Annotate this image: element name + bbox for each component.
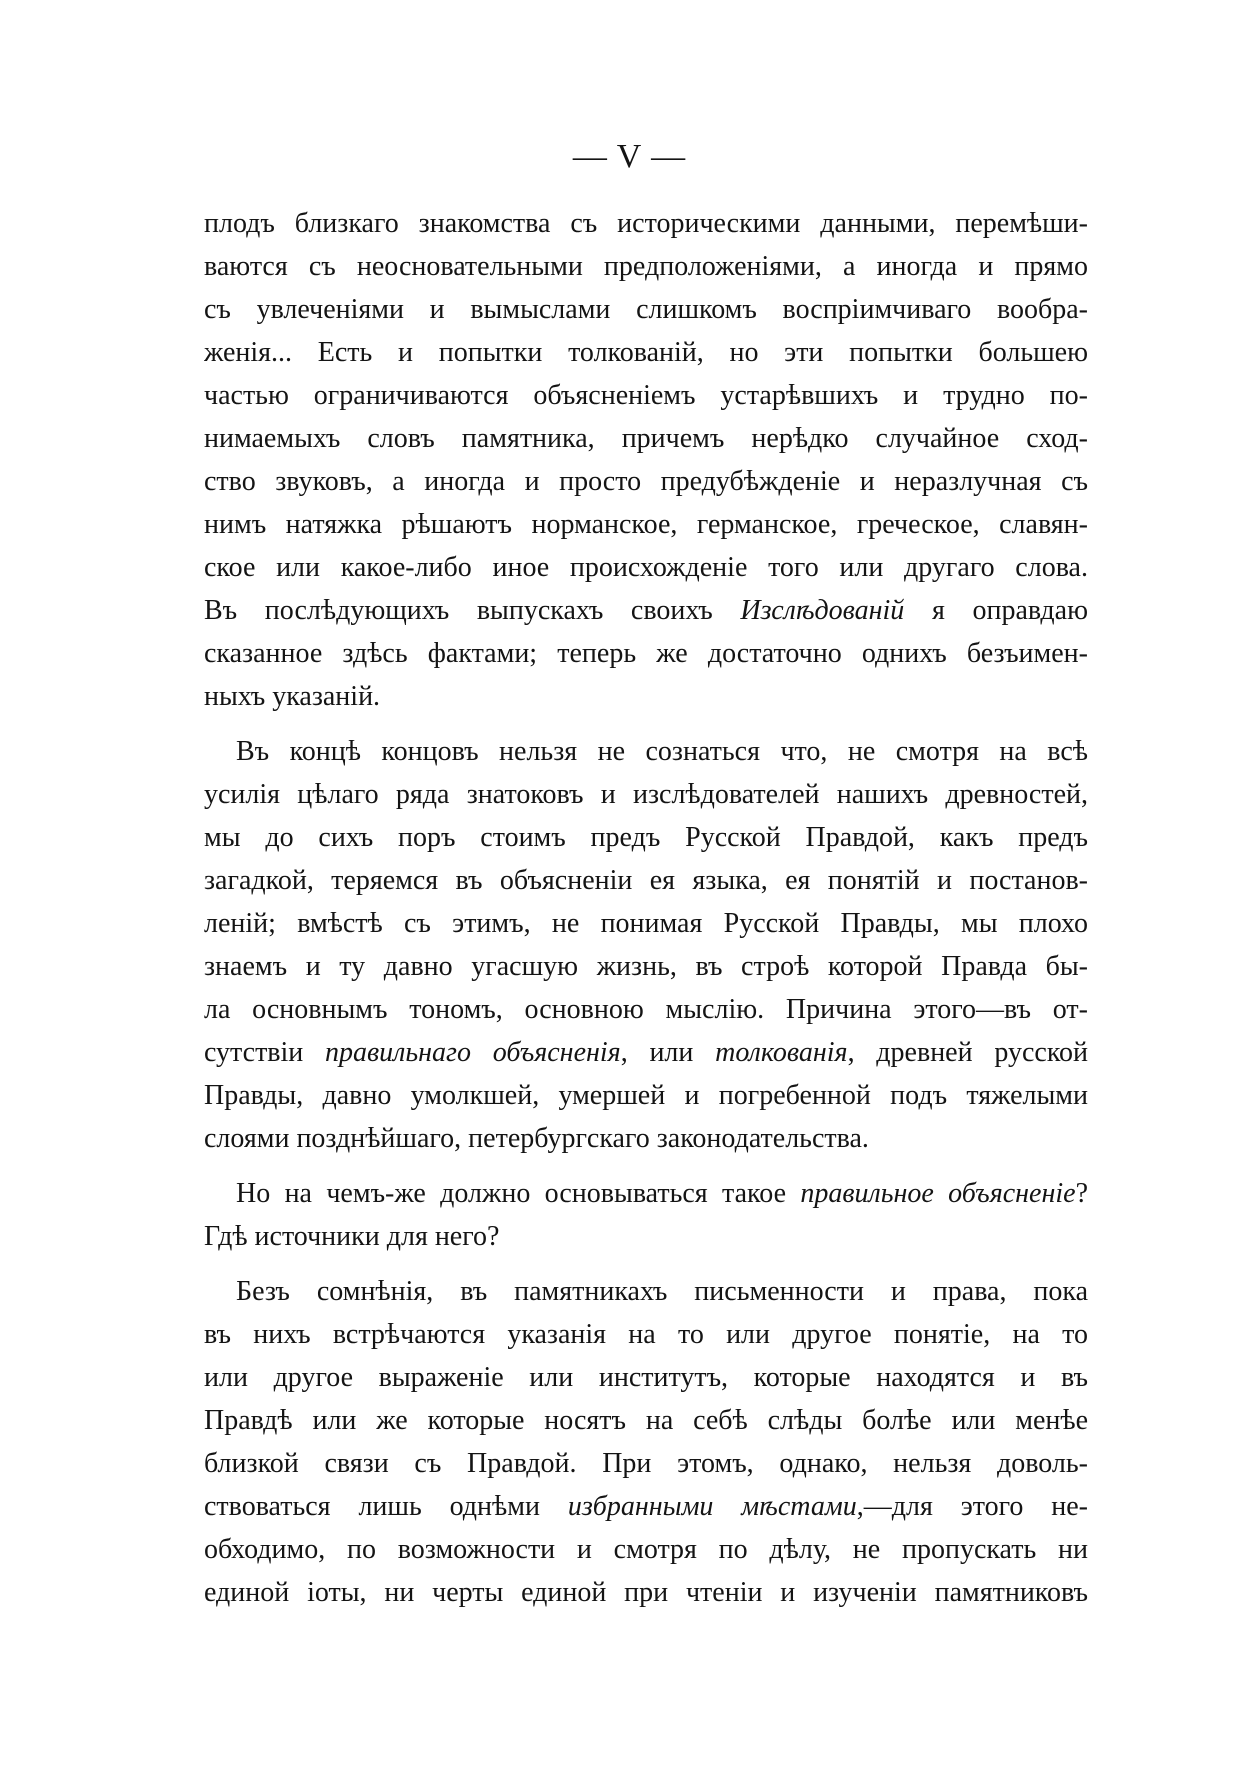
text-line: ское или какое-либо иное происхожденіе того или другаго слова. [204,552,1088,583]
text-line: загадкой, теряемся въ объясненіи ея языка, ея понятій и постанов- [204,865,1088,896]
text-line: обходимо, по возможности и смотря по дѣлу, не пропускать ни [204,1534,1088,1565]
text-run: ствоваться лишь однѣми [204,1491,568,1522]
italic-text: избранными мѣстами [567,1491,857,1522]
text-line: леній; вмѣстѣ съ этимъ, не понимая Русской Правды, мы плохо [204,908,1088,939]
paragraph-1 [204,202,1088,718]
text-line [204,589,1088,632]
text-line: Правды, давно умолкшей, умершей и погребенной подъ тяжелыми [204,1080,1088,1111]
text-line: знаемъ и ту давно угасшую жизнь, въ строѣ которой Правда бы- [204,951,1088,982]
paragraph-4 [204,1270,1088,1614]
text-line: частью ограничиваются объясненіемъ устарѣвшихъ и трудно по- [204,380,1088,411]
italic-text: Изслѣдованій [740,595,905,626]
text-line: близкой связи съ Правдой. При этомъ, однако, нельзя доволь- [204,1448,1088,1479]
text-line: въ нихъ встрѣчаются указанія на то или другое понятіе, на то [204,1319,1088,1350]
italic-text: правильное объясненіе [800,1178,1076,1209]
text-line: или другое выраженіе или институтъ, которые находятся и въ [204,1362,1088,1393]
text-line: ла основнымъ тономъ, основною мыслію. Причина этого—въ от- [204,994,1088,1025]
text-line: Въ концѣ концовъ нельзя не сознаться что, не смотря на всѣ [236,736,1088,767]
body-text [204,202,1088,1614]
text-line: Правдѣ или же которые носятъ на себѣ слѣды болѣе или менѣе [204,1405,1088,1436]
text-line: усилія цѣлаго ряда знатоковъ и изслѣдователей нашихъ древностей, [204,779,1088,810]
italic-text: толкованія [715,1037,848,1068]
text-run: Въ послѣдующихъ выпускахъ своихъ [204,595,741,626]
text-line: плодъ близкаго знакомства съ историческими данными, перемѣши- [204,208,1088,239]
text-line: единой іоты, ни черты единой при чтеніи и изученіи памятниковъ [204,1577,1088,1608]
text-run: , или [620,1037,716,1068]
text-line [204,1172,1088,1215]
text-line: ство звуковъ, а иногда и просто предубѣжденіе и неразлучная съ [204,466,1088,497]
text-line: ваются съ неосновательными предположеніями, а иногда и прямо [204,251,1088,282]
text-line: сказанное здѣсь фактами; теперь же достаточно однихъ безъимен- [204,638,1088,669]
text-line: съ увлеченіями и вымыслами слишкомъ воспріимчиваго вообра- [204,294,1088,325]
text-line: нимаемыхъ словъ памятника, причемъ нерѣдко случайное сход- [204,423,1088,454]
paragraph-gap [204,1160,1088,1172]
text-run: Но на чемъ-же должно основываться такое [236,1178,801,1209]
text-run: , древней русской [847,1037,1088,1068]
text-run: сутствіи [204,1037,326,1068]
text-line: Гдѣ источники для него? [204,1221,500,1252]
text-line: женія... Есть и попытки толкованій, но эти попытки большею [204,337,1088,368]
text-line: нимъ натяжка рѣшаютъ норманское, германское, греческое, славян- [204,509,1088,540]
paragraph-2 [204,730,1088,1160]
text-line: Безъ сомнѣнія, въ памятникахъ письменности и права, пока [236,1276,1088,1307]
text-run: я оправдаю [904,595,1088,626]
paragraph-gap [204,1258,1088,1270]
text-run: ,—для этого не- [856,1491,1088,1522]
text-line: мы до сихъ поръ стоимъ предъ Русской Правдой, какъ предъ [204,822,1088,853]
text-line [204,1485,1088,1528]
page-number: — V — [572,138,687,175]
text-line: слоями позднѣйшаго, петербургскаго законодательства. [204,1123,869,1154]
text-run: ? [1075,1178,1088,1209]
text-line [204,1031,1088,1074]
paragraph-3 [204,1172,1088,1258]
italic-text: правильнаго объясненія [325,1037,621,1068]
paragraph-gap [204,718,1088,730]
text-line: ныхъ указаній. [204,681,381,712]
